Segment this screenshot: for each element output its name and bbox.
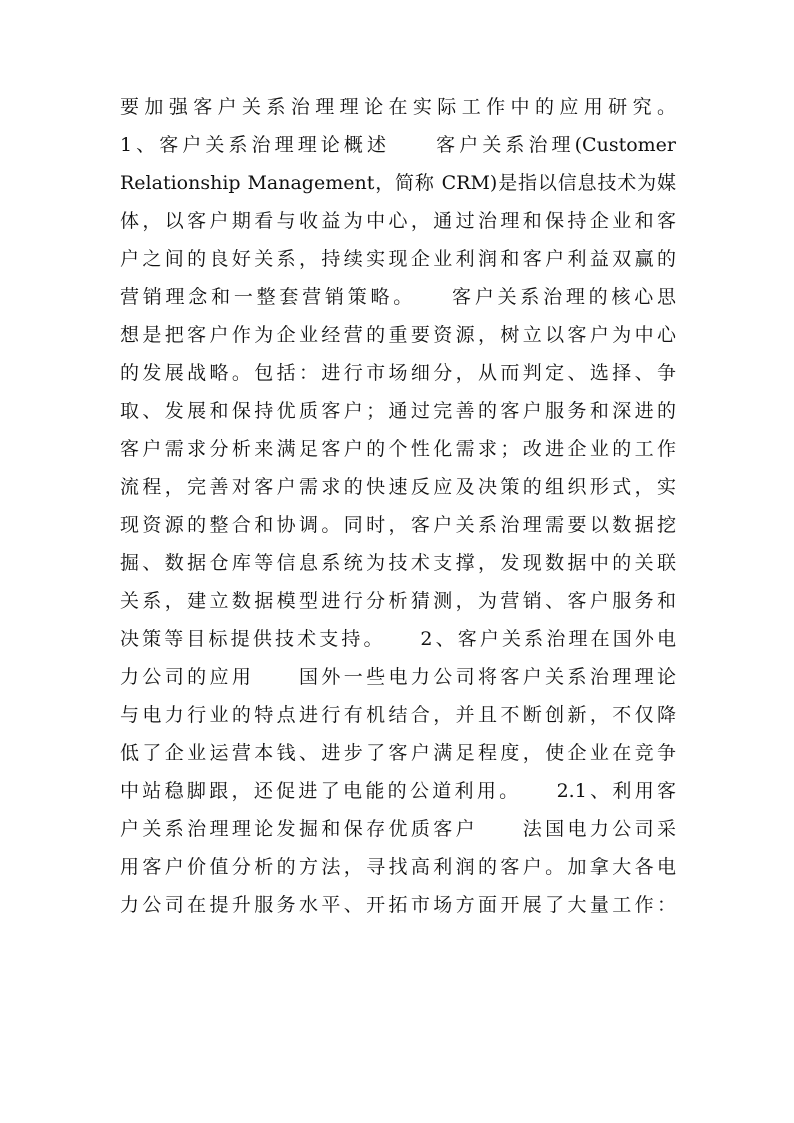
text-line: 中站稳脚跟，还促进了电能的公道利用。 2.1、利用客	[120, 780, 676, 802]
text-line: 用客户价值分析的方法，寻找高利润的客户。加拿大各电	[120, 856, 676, 878]
text-line: 与电力行业的特点进行有机结合，并且不断创新，不仅降	[120, 704, 676, 726]
text-line: 户之间的良好关系，持续实现企业利润和客户利益双赢的	[120, 248, 676, 270]
text-line: 的发展战略。包括：进行市场细分，从而判定、选择、争	[120, 362, 676, 384]
text-line: 取、发展和保持优质客户；通过完善的客户服务和深进的	[120, 400, 676, 422]
text-line: 体，以客户期看与收益为中心，通过治理和保持企业和客	[120, 210, 676, 232]
text-line: Relationship Management，简称 CRM)是指以信息技术为媒	[120, 172, 676, 194]
text-line: 要加强客户关系治理理论在实际工作中的应用研究。	[120, 96, 676, 118]
text-line: 力公司在提升服务水平、开拓市场方面开展了大量工作：	[120, 894, 676, 916]
text-line: 客户需求分析来满足客户的个性化需求；改进企业的工作	[120, 438, 676, 460]
text-line: 户关系治理理论发掘和保存优质客户 法国电力公司采	[120, 818, 676, 840]
text-line: 力公司的应用 国外一些电力公司将客户关系治理理论	[120, 666, 676, 688]
text-line: 1、客户关系治理理论概述 客户关系治理(Customer	[120, 134, 676, 156]
text-line: 现资源的整合和协调。同时，客户关系治理需要以数据挖	[120, 514, 676, 536]
document-body	[120, 88, 676, 924]
text-line: 决策等目标提供技术支持。 2、客户关系治理在国外电	[120, 628, 676, 650]
text-line: 掘、数据仓库等信息系统为技术支撑，发现数据中的关联	[120, 552, 676, 574]
text-line: 营销理念和一整套营销策略。 客户关系治理的核心思	[120, 286, 676, 308]
text-line: 想是把客户作为企业经营的重要资源，树立以客户为中心	[120, 324, 676, 346]
text-line: 流程，完善对客户需求的快速反应及决策的组织形式，实	[120, 476, 676, 498]
text-line: 关系，建立数据模型进行分析猜测，为营销、客户服务和	[120, 590, 676, 612]
text-line: 低了企业运营本钱、进步了客户满足程度，使企业在竞争	[120, 742, 676, 764]
